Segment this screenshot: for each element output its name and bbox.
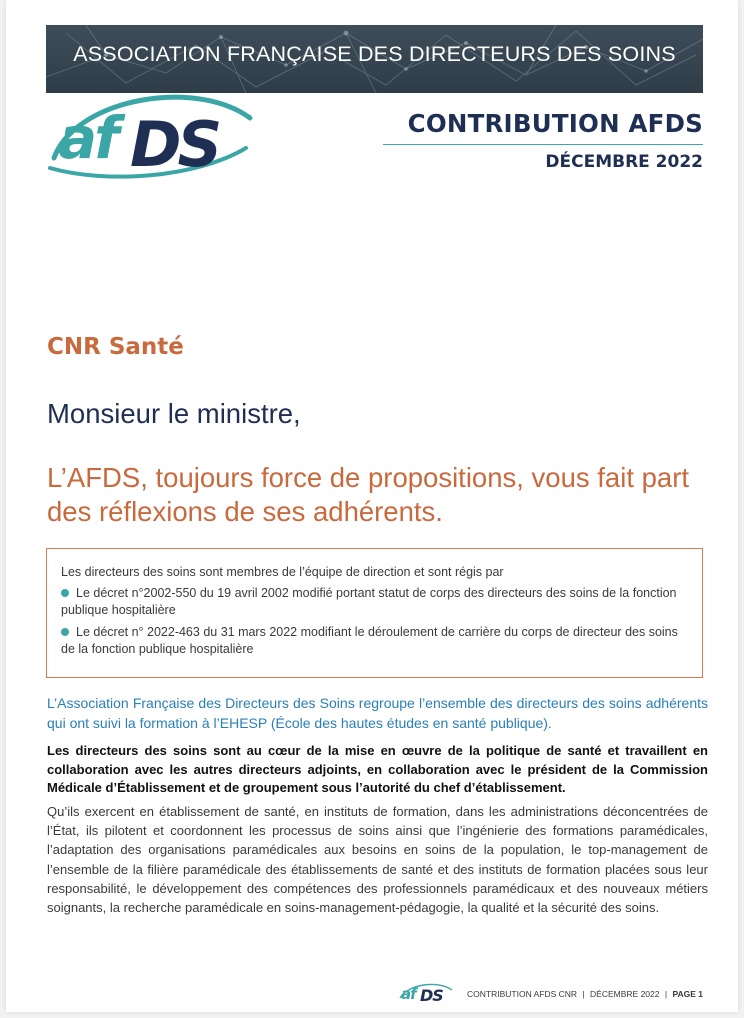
lead-statement: L’AFDS, toujours force de propositions, vous fait part des réflexions de ses adhérents.	[47, 462, 689, 527]
greeting: Monsieur le ministre,	[47, 398, 301, 429]
contribution-header	[383, 109, 703, 172]
section-title: CNR Santé	[47, 334, 184, 360]
statute-box	[46, 548, 703, 678]
svg-text:af: af	[58, 104, 117, 172]
contribution-date: DÉCEMBRE 2022	[545, 152, 703, 172]
footer-logo	[398, 982, 454, 1004]
svg-text:DS: DS	[420, 986, 443, 1004]
page-number: PAGE 1	[672, 989, 703, 999]
decree-list	[61, 585, 690, 658]
list-item	[61, 624, 690, 658]
footer-doc: CONTRIBUTION AFDS CNR	[467, 989, 578, 999]
footer-separator: |	[664, 989, 668, 999]
header-banner	[46, 25, 703, 93]
list-item	[61, 585, 690, 619]
footer-separator: |	[582, 989, 585, 999]
svg-text:DS: DS	[130, 108, 219, 180]
decree-text: Le décret n° 2022-463 du 31 mars 2022 modifiant le déroulement de carrière du corps de directeur des soins de la fonction publique hospitalière	[61, 625, 678, 656]
bullet-icon	[61, 589, 69, 597]
title-rule	[383, 144, 703, 145]
bold-paragraph: Les directeurs des soins sont au cœur de la mise en œuvre de la politique de santé et travaillent en collaboration avec les autres directeurs adjoints, en collaboration avec le président de la Commission Médicale d’Établissement et de groupement sous l’autorité du chef d’établissement.	[47, 743, 708, 795]
association-name: ASSOCIATION FRANÇAISE DES DIRECTEURS DES SOINS	[73, 42, 676, 66]
page-footer	[467, 989, 703, 999]
body-paragraph: Qu’ils exercent en établissement de santé, en instituts de formation, dans les administrations déconcentrées de l’État, ils pilotent et coordonnent les processus de soins ainsi que l’ingénierie des formations paramédicales, l’adaptation des organisations paramédicales aux besoins en soins de la population, le top-management de l’ensemble de la filière paramédicale des établissements de santé et des instituts de formation placées sous leur responsabilité, le développement des compétences des professionnels paramédicaux et des nouveaux métiers soignants, la recherche paramédicale en soins-management-pédagogie, la qualité et la sécurité des soins.	[47, 804, 708, 916]
association-paragraph: L’Association Française des Directeurs des Soins regroupe l’ensemble des directeurs des soins adhérents qui ont suivi la formation à l’EHESP (École des hautes études en santé publique).	[47, 695, 708, 731]
footer-date: DÉCEMBRE 2022	[590, 989, 660, 999]
box-intro: Les directeurs des soins sont membres de l’équipe de direction et sont régis par	[61, 565, 504, 579]
afds-logo	[46, 88, 258, 180]
document-page	[6, 0, 738, 1012]
bullet-icon	[61, 628, 69, 636]
contribution-title: CONTRIBUTION AFDS	[407, 109, 703, 138]
decree-text: Le décret n°2002-550 du 19 avril 2002 modifié portant statut de corps des directeurs des soins de la fonction publique hospitalière	[61, 586, 677, 617]
svg-text:af: af	[401, 985, 416, 1003]
